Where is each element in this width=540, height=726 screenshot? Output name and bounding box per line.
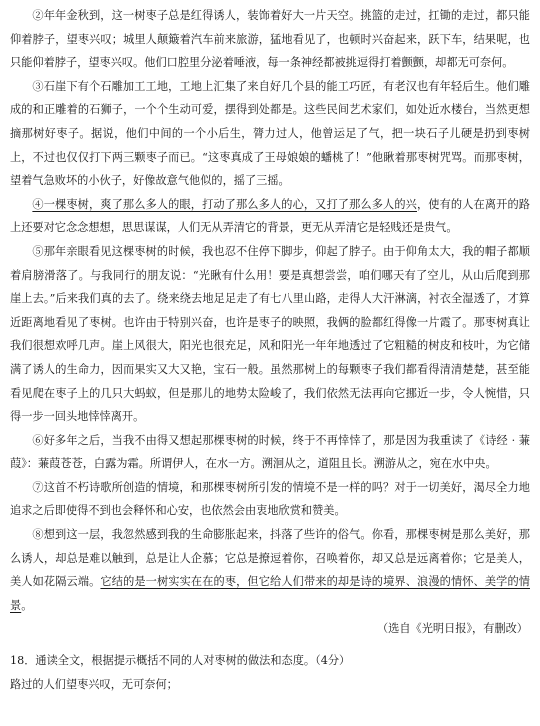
- paragraph-5: ⑤那年亲眼看见这棵枣树的时候，我也忍不住停下脚步，仰起了脖子。由于仰角太大，我的帽子都顺着肩膀滑落了。与我同行的朋友说：“光瞅有什么用！要是真想尝尝，咱们哪天有了空儿，从山后爬到那崖上去。”后来我们真的去了。绕来绕去地足足走了有七八里山路，走得人大汗淋漓，衬衣全湿透了，才算近距离地看见了枣树。也许由于特别兴奋，也许是枣子的映照，我俩的脸都红得像一片霞了。那枣树真让我们很想欢呼几声。崖上风很大，阳光也很充足，风和阳光一年年地透过了它粗糙的树皮和枝叶，为它储满了诱人的生命力，因而果实又大又艳，宝石一般。虽然那树上的每颗枣子我们都看得清清楚楚，甚至能看见爬在枣子上的几只大蚂蚁，但是那儿的地势太险峻了，我们依然无法再向它挪近一步，令人惋惜，只得一步一回头地悻悻离开。: [10, 244, 530, 424]
- paragraph-8: [10, 523, 530, 617]
- paragraph-8-end: 。: [21, 598, 33, 612]
- paragraph-3: ③石崖下有个石雕加工工地，工地上汇集了来自好几个县的能工巧匠，有老汉也有年轻后生。他们雕成的和正雕着的石狮子，一个个生动可爱，摆得到处都是。这些民间艺术家们，如处近水楼台，当然更想摘那树好枣子。据说，他们中间的一个小后生，膂力过人，他曾运足了气，把一块石子儿硬是扔到枣树上，不过也仅仅打下两三颗枣子而已。“这枣真成了王母娘娘的蟠桃了！”他瞅着那枣树咒骂。而那枣树，望着气急败坏的小伙子，好像故意气他似的，摇了三摇。: [10, 79, 530, 188]
- paragraph-7: ⑦这首不朽诗歌所创造的情境，和那棵枣树所引发的情境不是一样的吗？对于一切美好，渴尽全力地追求之后即使得不到也会释怀和心安，也依然会由衷地欣赏和赞美。: [10, 480, 530, 518]
- paragraph-4-rest: ，使有的人在离开的路上还要对它念念想想，思思谋谋，人们无从弄清它的背景，更无从弄清它是轻贱还是贵气。: [10, 197, 530, 235]
- paragraph-4: [10, 193, 530, 240]
- paragraph-6: ⑥好多年之后，当我不由得又想起那棵枣树的时候，终于不再悻悻了，那是因为我重读了《诗经 · 蒹葭》：蒹葭苍苍，白露为霜。所谓伊人，在水一方。溯洄从之，道阻且长。溯游从之，宛在水中央。: [10, 433, 530, 471]
- underlined-sentence-4: ④一棵枣树，爽了那么多人的眼，打动了那么多人的心，又打了那么多人的兴: [32, 197, 417, 211]
- underlined-sentence-8: 它结的是一树实实在在的枣，但它给人们带来的却是诗的境界、浪漫的情怀、美学的情景: [10, 575, 530, 612]
- question-18: 18．通读全文，根据提示概括不同的人对枣树的做法和态度。（4分）: [10, 654, 351, 668]
- paragraph-8-text: ⑧想到这一层，我忽然感到我的生命膨胀起来，抖落了些许的俗气。你看，那棵枣树是那么美好，那么诱人，却总是难以触到，总是让人企慕；它总是撩逗着你，召唤着你，却又总是远离着你；它是美人，美人如花隔云端。: [10, 528, 530, 589]
- answer-prompt: 路过的人们望枣兴叹，无可奈何；: [10, 677, 178, 691]
- paragraph-2: ②年年金秋到，这一树枣子总是红得诱人，装饰着好大一片天空。挑篮的走过，扛锄的走过，都只能仰着脖子，望枣兴叹；城里人颠簸着汽车前来旅游，猛地看见了，也顿时兴奋起来，跃下车，结果呢，也只能仰着脖子，望枣兴叹。他们口腔里分泌着唾液，每一条神经都被挑逗得打着颤颤，却都无可奈何。: [10, 9, 530, 70]
- source-citation: （选自《光明日报》，有删改）: [376, 622, 528, 636]
